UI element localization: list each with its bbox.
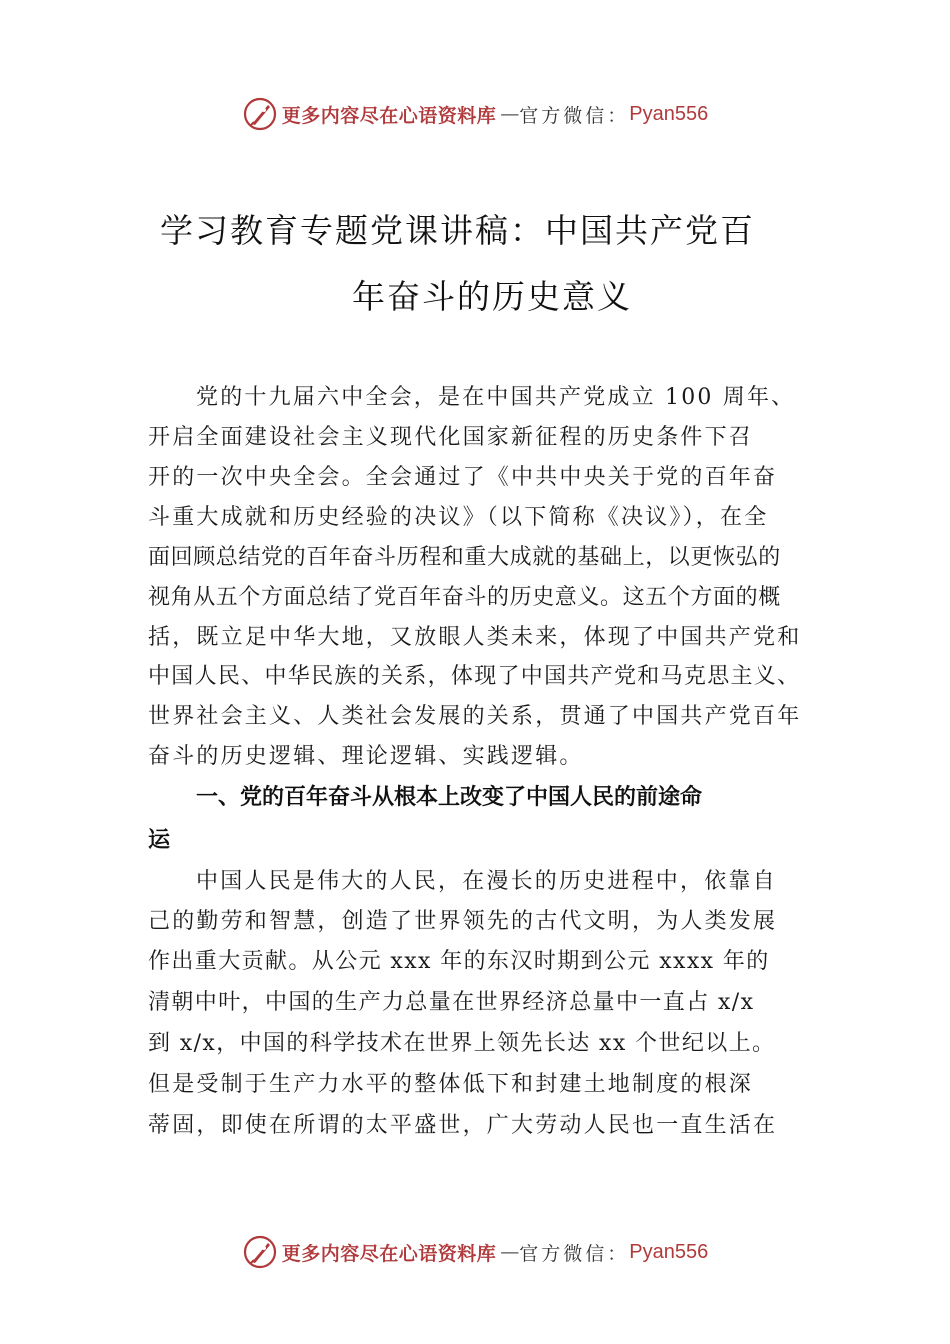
paragraph-line: 蒂固，即使在所谓的太平盛世，广大劳动人民也一直生活在 — [148, 1113, 778, 1138]
watermark-wechat-id: Pyan556 — [629, 1240, 709, 1263]
paragraph-line: 面回顾总结党的百年奋斗历程和重大成就的基础上，以更恢弘的 — [148, 545, 781, 570]
paragraph-line: 中国人民、中华民族的关系，体现了中国共产党和马克思主义、 — [148, 664, 801, 689]
paragraph-line: 到 x/x，中国的科学技术在世界上领先长达 xx 个世纪以上。 — [148, 1031, 776, 1056]
watermark-brand: 更多内容尽在心语资料库 — [281, 1242, 497, 1265]
paragraph-line: 奋斗的历史逻辑、理论逻辑、实践逻辑。 — [148, 744, 584, 769]
paragraph-line: 作出重大贡献。从公元 xxx 年的东汉时期到公元 xxxx 年的 — [148, 949, 770, 974]
paragraph-line: 清朝中叶，中国的生产力总量在世界经济总量中一直占 x/x — [148, 990, 755, 1015]
paragraph-line: 视角从五个方面总结了党百年奋斗的历史意义。这五个方面的概 — [148, 585, 781, 610]
paragraph-line: 斗重大成就和历史经验的决议》（以下简称《决议》），在全 — [148, 505, 769, 530]
section-heading-line-1: 一、党的百年奋斗从根本上改变了中国人民的前途命 — [196, 785, 703, 810]
paragraph-line: 中国人民是伟大的人民，在漫长的历史进程中，依靠自 — [196, 869, 777, 894]
watermark-brand: 更多内容尽在心语资料库 — [281, 104, 497, 127]
document-title-line-2: 年奋斗的历史意义 — [352, 277, 632, 316]
watermark-wechat-label: 官方微信： — [519, 1242, 630, 1265]
paragraph-line: 括，既立足中华大地，又放眼人类未来，体现了中国共产党和 — [148, 625, 802, 650]
watermark-separator: — — [500, 1241, 520, 1263]
paragraph-line: 世界社会主义、人类社会发展的关系，贯通了中国共产党百年 — [148, 704, 802, 729]
watermark-wechat-label: 官方微信： — [519, 104, 630, 127]
paragraph-line: 开的一次中央全会。全会通过了《中共中央关于党的百年奋 — [148, 465, 778, 490]
paragraph-line: 己的勤劳和智慧，创造了世界领先的古代文明，为人类发展 — [148, 909, 778, 934]
quill-pen-logo-icon — [242, 1234, 278, 1270]
watermark-separator: — — [500, 103, 520, 125]
watermark-wechat-id: Pyan556 — [629, 102, 709, 125]
quill-pen-logo-icon — [242, 96, 278, 132]
document-title-line-1: 学习教育专题党课讲稿：中国共产党百 — [160, 211, 755, 250]
footer-watermark — [0, 1232, 950, 1272]
header-watermark — [0, 94, 950, 134]
paragraph-line: 但是受制于生产力水平的整体低下和封建土地制度的根深 — [148, 1072, 754, 1097]
paragraph-line: 党的十九届六中全会，是在中国共产党成立 100 周年、 — [196, 385, 796, 410]
section-heading-line-2: 运 — [148, 828, 171, 853]
paragraph-line: 开启全面建设社会主义现代化国家新征程的历史条件下召 — [148, 425, 754, 450]
